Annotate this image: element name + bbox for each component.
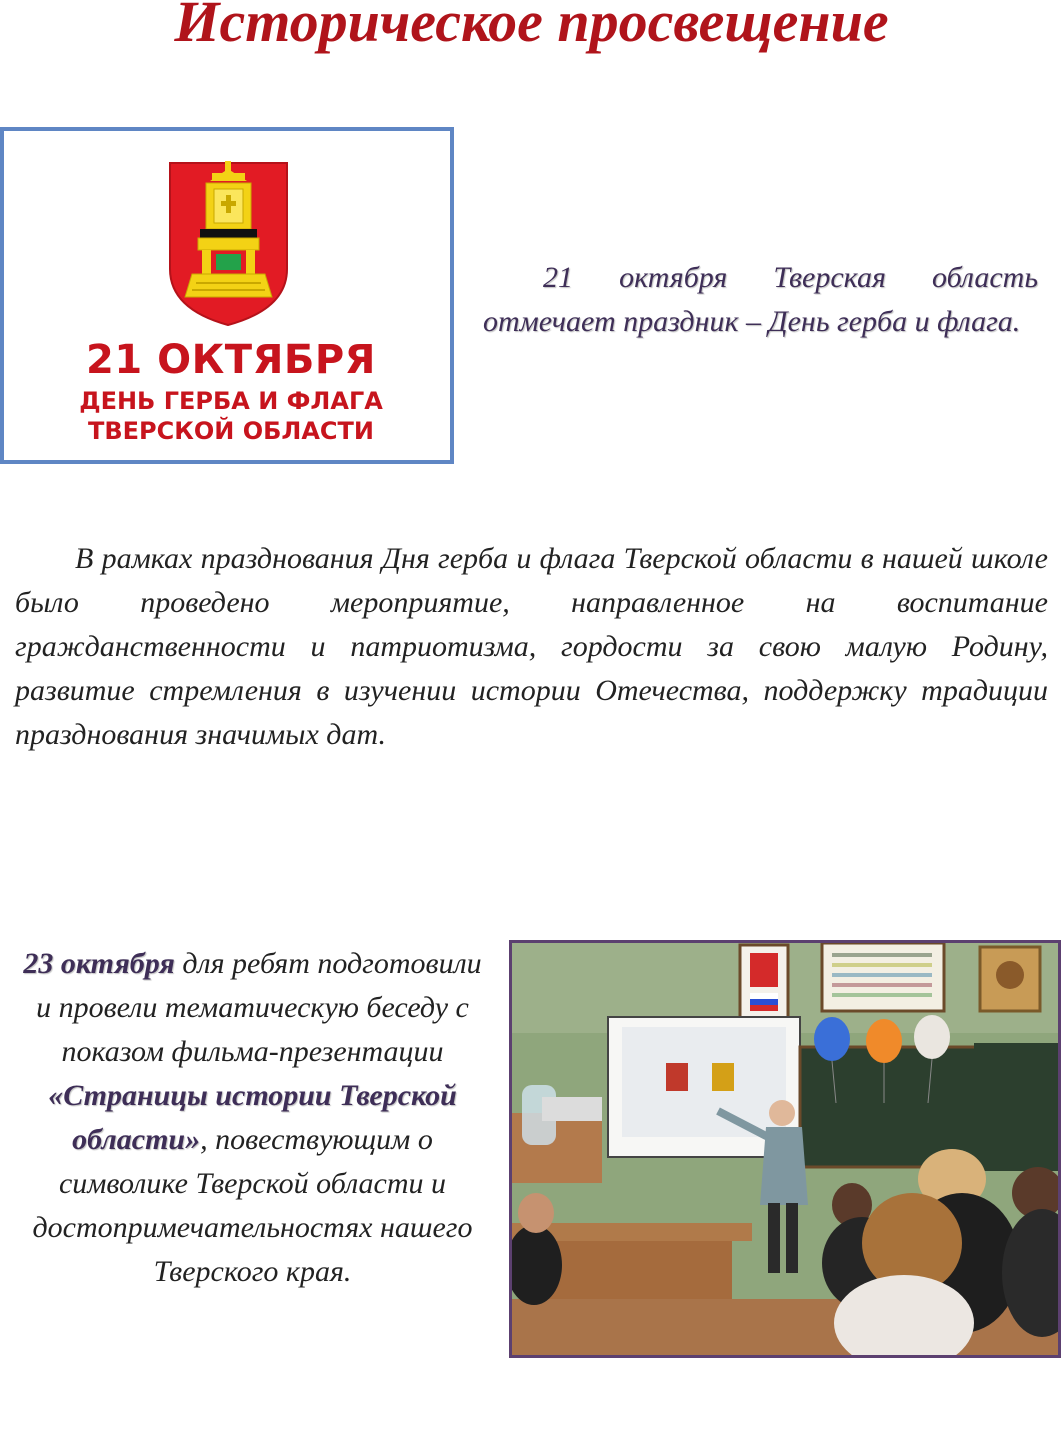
- event-text-b: , повествующим о символике Тверской области и достопримечательностях нашего Тверского края.: [32, 1123, 473, 1288]
- holiday-poster: [0, 127, 454, 464]
- classroom-photo: [509, 940, 1061, 1358]
- poster-line-1: ДЕНЬ ГЕРБА И ФЛАГА: [79, 387, 383, 415]
- poster-line-2: ТВЕРСКОЙ ОБЛАСТИ: [88, 417, 374, 445]
- event-text-a: для ребят подготовили и провели тематическую беседу с показом фильма-презентации: [36, 947, 482, 1068]
- poster-date: 21 ОКТЯБРЯ: [86, 337, 376, 383]
- body-paragraph: В рамках празднования Дня герба и флага Тверской области в нашей школе было проведено мероприятие, направленное на воспитание гражданственности и патриотизма, гордости за свою малую Родину, развитие стремления в изучении истории Отечества, поддержку традиции празднования значимых дат.: [15, 542, 1048, 751]
- event-date: 23 октября: [23, 947, 175, 980]
- tver-coat-of-arms-icon: [166, 159, 291, 329]
- page-title: Историческое просвещение: [174, 0, 889, 54]
- event-paragraph: [20, 942, 485, 1294]
- film-title: «Страницы истории Тверской области»: [48, 1079, 457, 1156]
- intro-paragraph: 21 октября Тверская область отмечает праздник – День герба и флага.: [483, 261, 1038, 338]
